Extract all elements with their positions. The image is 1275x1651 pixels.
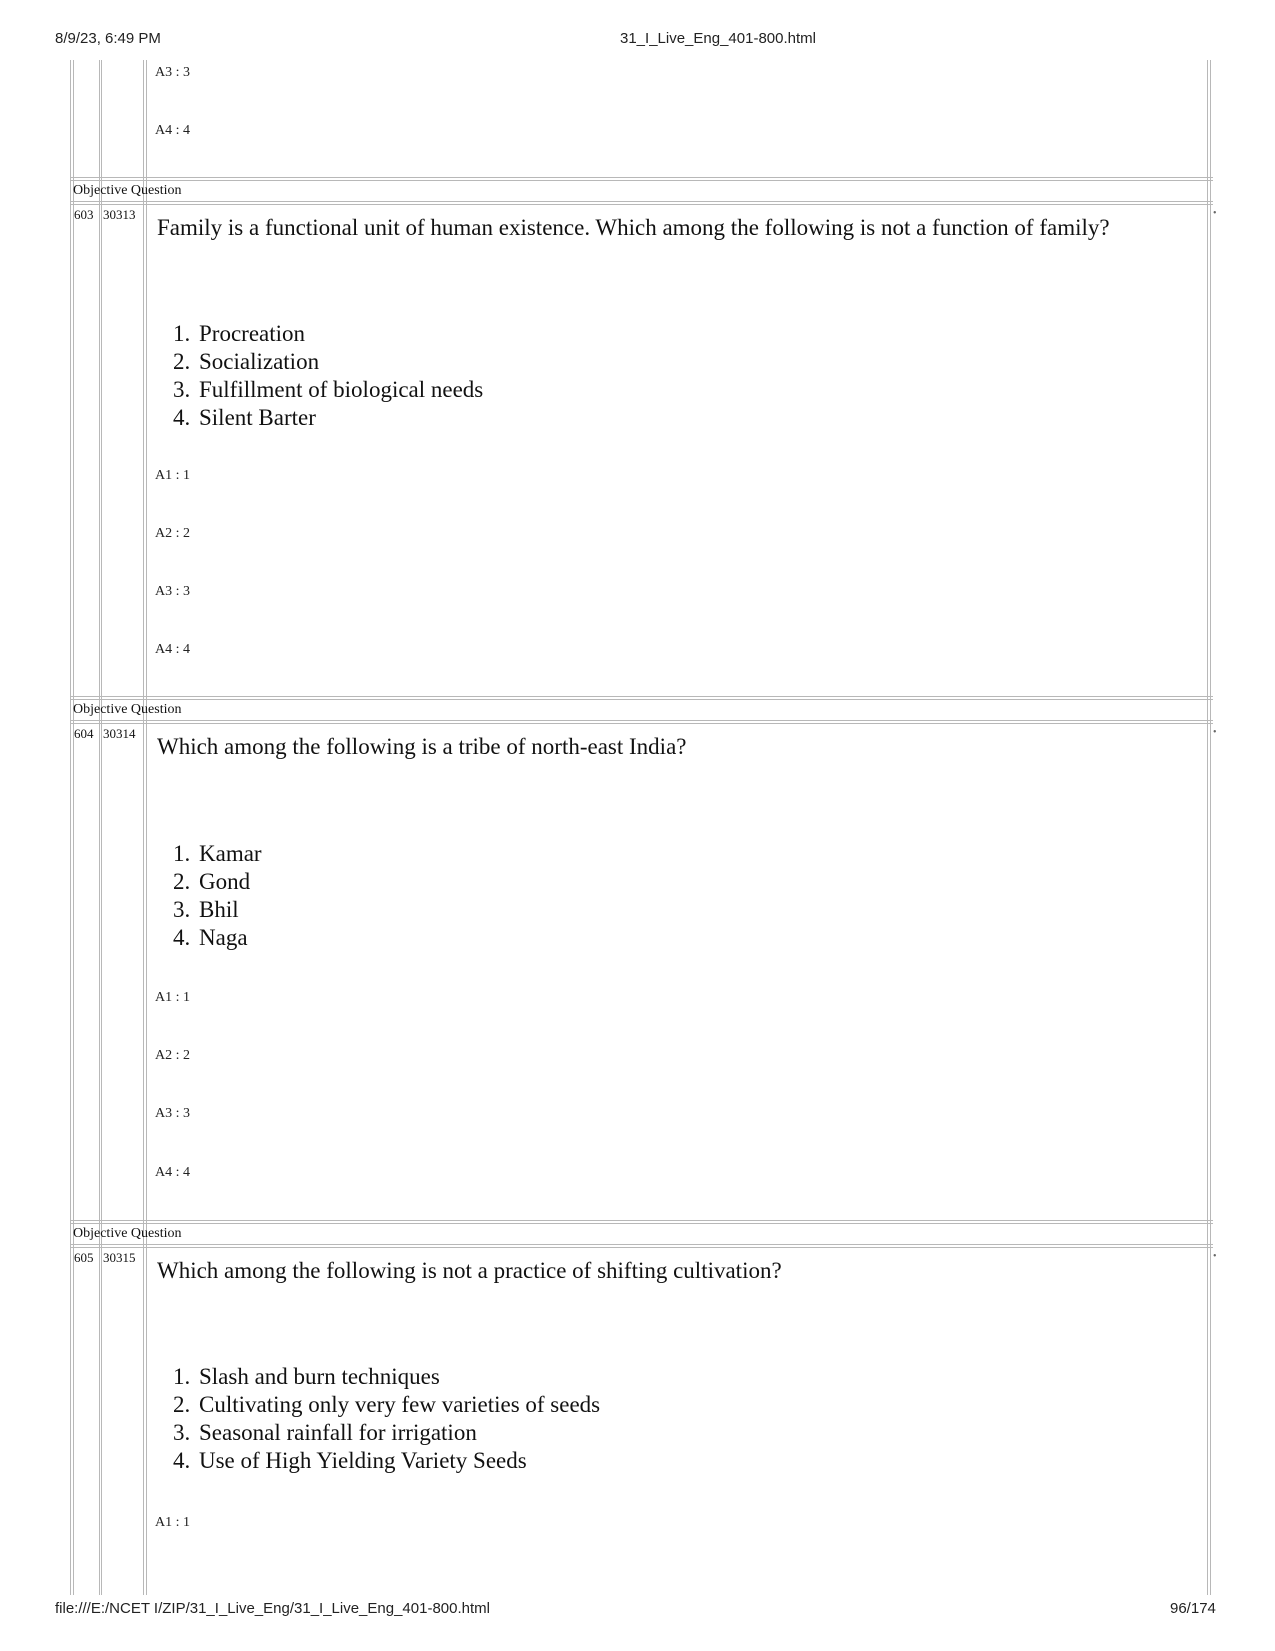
- option-item: 3. Fulfillment of biological needs: [173, 377, 484, 402]
- prev-answer-a3: A3 : 3: [155, 65, 190, 80]
- document-title: 31_I_Live_Eng_401-800.html: [620, 30, 816, 47]
- question-id: 30313: [103, 207, 136, 222]
- option-item: 3. Bhil: [173, 897, 239, 922]
- question-text: Which among the following is not a practice of shifting cultivation?: [157, 1258, 782, 1283]
- question-id: 30314: [103, 726, 136, 741]
- options-list: [173, 840, 262, 952]
- question-type-label: Objective Question: [73, 1226, 182, 1241]
- option-item: 4. Naga: [173, 925, 248, 950]
- answer-a3: A3 : 3: [155, 1106, 190, 1121]
- edge-mark: •: [1213, 208, 1217, 219]
- question-text: Which among the following is a tribe of north-east India?: [157, 734, 687, 759]
- option-item: 1. Kamar: [173, 841, 262, 866]
- prev-answer-a4: A4 : 4: [155, 123, 190, 138]
- answer-a2: A2 : 2: [155, 526, 190, 541]
- file-path: file:///E:/NCET I/ZIP/31_I_Live_Eng/31_I_Live_Eng_401-800.html: [55, 1600, 490, 1617]
- answer-a3: A3 : 3: [155, 584, 190, 599]
- options-list: [173, 320, 483, 432]
- option-item: 1. Slash and burn techniques: [173, 1364, 440, 1389]
- option-item: 2. Socialization: [173, 349, 320, 374]
- answer-a4: A4 : 4: [155, 642, 190, 657]
- question-type-label: Objective Question: [73, 183, 182, 198]
- options-list: [173, 1363, 600, 1475]
- option-item: 3. Seasonal rainfall for irrigation: [173, 1420, 477, 1445]
- option-item: 2. Cultivating only very few varieties of seeds: [173, 1392, 601, 1417]
- edge-mark: •: [1213, 727, 1217, 738]
- answer-a1: A1 : 1: [155, 1515, 190, 1530]
- option-item: 2. Gond: [173, 869, 251, 894]
- edge-mark: •: [1213, 1251, 1217, 1262]
- answer-a1: A1 : 1: [155, 468, 190, 483]
- option-item: 1. Procreation: [173, 321, 306, 346]
- question-id: 30315: [103, 1250, 136, 1265]
- answer-a2: A2 : 2: [155, 1048, 190, 1063]
- print-datetime: 8/9/23, 6:49 PM: [55, 30, 161, 47]
- answer-a1: A1 : 1: [155, 990, 190, 1005]
- answer-a4: A4 : 4: [155, 1165, 190, 1180]
- question-type-label: Objective Question: [73, 702, 182, 717]
- question-serial: 603: [74, 207, 94, 222]
- option-item: 4. Silent Barter: [173, 405, 316, 430]
- question-serial: 604: [74, 726, 94, 741]
- question-text: Family is a functional unit of human existence. Which among the following is not a function of family?: [157, 215, 1110, 240]
- question-serial: 605: [74, 1250, 94, 1265]
- page-number: 96/174: [1170, 1600, 1216, 1617]
- option-item: 4. Use of High Yielding Variety Seeds: [173, 1448, 527, 1473]
